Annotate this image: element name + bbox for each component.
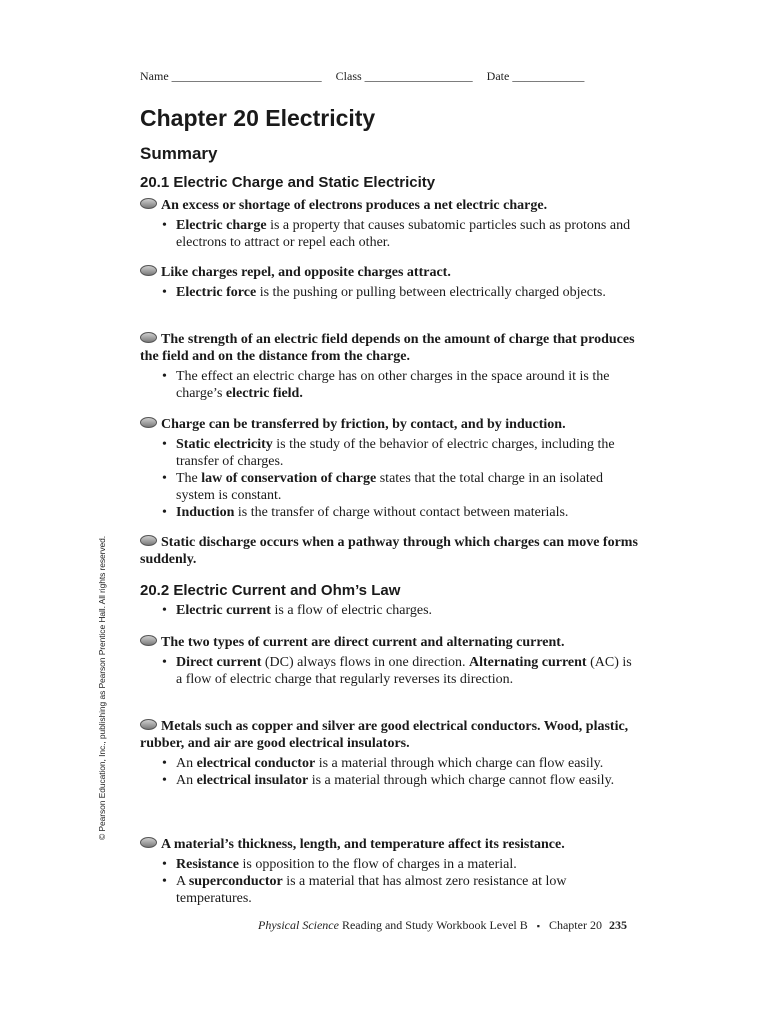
key-concept-block xyxy=(140,836,640,907)
key-concept: A material’s thickness, length, and temperature affect its resistance. xyxy=(140,836,640,853)
key-concept: The strength of an electric field depends on the amount of charge that produces the field and on the distance from the charge. xyxy=(140,332,635,364)
key-concept: The two types of current are direct current and alternating current. xyxy=(140,634,640,651)
key-concept-icon xyxy=(140,332,157,343)
key-concept-block xyxy=(140,534,640,568)
page-number: 235 xyxy=(608,918,627,932)
book-title: Physical Science xyxy=(258,918,339,932)
footer-separator: ▪ xyxy=(536,921,540,931)
key-concept-block xyxy=(140,416,640,521)
book-subtitle: Reading and Study Workbook Level B xyxy=(338,918,528,932)
list-item: • An electrical insulator is a material through which charge cannot flow easily. xyxy=(162,773,615,788)
key-concept-icon xyxy=(140,265,157,276)
key-concept-icon xyxy=(140,198,157,209)
summary-title: Summary xyxy=(140,144,218,163)
key-concept-block xyxy=(140,718,640,789)
list-item: • Resistance is opposition to the flow of charges in a material. xyxy=(162,857,517,872)
key-concept-block xyxy=(140,264,640,301)
section-20-2 xyxy=(140,582,640,619)
key-concept-icon xyxy=(140,635,157,646)
key-concept: An excess or shortage of electrons produces a net electric charge. xyxy=(140,197,640,214)
name-field: Name _________________________ xyxy=(140,69,322,83)
key-concept-icon xyxy=(140,837,157,848)
copyright-notice: © Pearson Education, Inc., publishing as Pearson Prentice Hall. All rights reserved. xyxy=(97,535,107,840)
section-heading: 20.1 Electric Charge and Static Electricity xyxy=(140,174,436,191)
key-concept-block xyxy=(140,331,640,402)
key-concept: Static discharge occurs when a pathway through which charges can move forms suddenly. xyxy=(140,535,638,567)
chapter-title: Chapter 20 Electricity xyxy=(140,105,376,131)
list-item: • Static electricity is the study of the behavior of electric charges, including the transfer of charges. xyxy=(162,437,615,469)
list-item: • Electric force is the pushing or pulling between electrically charged objects. xyxy=(162,285,606,300)
key-concept: Metals such as copper and silver are good electrical conductors. Wood, plastic, rubber, and air are good electrical insulators. xyxy=(140,719,629,751)
key-concept-block xyxy=(140,634,640,688)
section-heading: 20.2 Electric Current and Ohm’s Law xyxy=(140,582,401,599)
list-item: • An electrical conductor is a material through which charge can flow easily. xyxy=(162,756,604,771)
key-concept-block xyxy=(140,197,640,251)
key-concept-icon xyxy=(140,417,157,428)
list-item: • The effect an electric charge has on other charges in the space around it is the charge’s electric field. xyxy=(162,369,610,401)
key-concept: Like charges repel, and opposite charges attract. xyxy=(140,264,640,281)
list-item: • Direct current (DC) always flows in one direction. Alternating current (AC) is a flow of electric charge that regularly reverses its direction. xyxy=(162,655,632,687)
student-info-header xyxy=(140,69,640,84)
key-concept-icon xyxy=(140,535,157,546)
chapter-label: Chapter 20 xyxy=(548,918,602,932)
list-item: • Electric current is a flow of electric charges. xyxy=(162,603,433,618)
list-item: • Induction is the transfer of charge without contact between materials. xyxy=(162,505,569,520)
list-item: • The law of conservation of charge states that the total charge in an isolated system is constant. xyxy=(162,471,604,503)
section-20-1 xyxy=(140,174,640,191)
date-field: Date ____________ xyxy=(486,69,585,83)
page-footer xyxy=(258,918,627,933)
key-concept-icon xyxy=(140,719,157,730)
list-item: • Electric charge is a property that causes subatomic particles such as protons and electrons to attract or repel each other. xyxy=(162,218,631,250)
class-field: Class __________________ xyxy=(335,69,473,83)
key-concept: Charge can be transferred by friction, by contact, and by induction. xyxy=(140,416,640,433)
list-item: • A superconductor is a material that has almost zero resistance at low temperatures. xyxy=(162,874,567,906)
